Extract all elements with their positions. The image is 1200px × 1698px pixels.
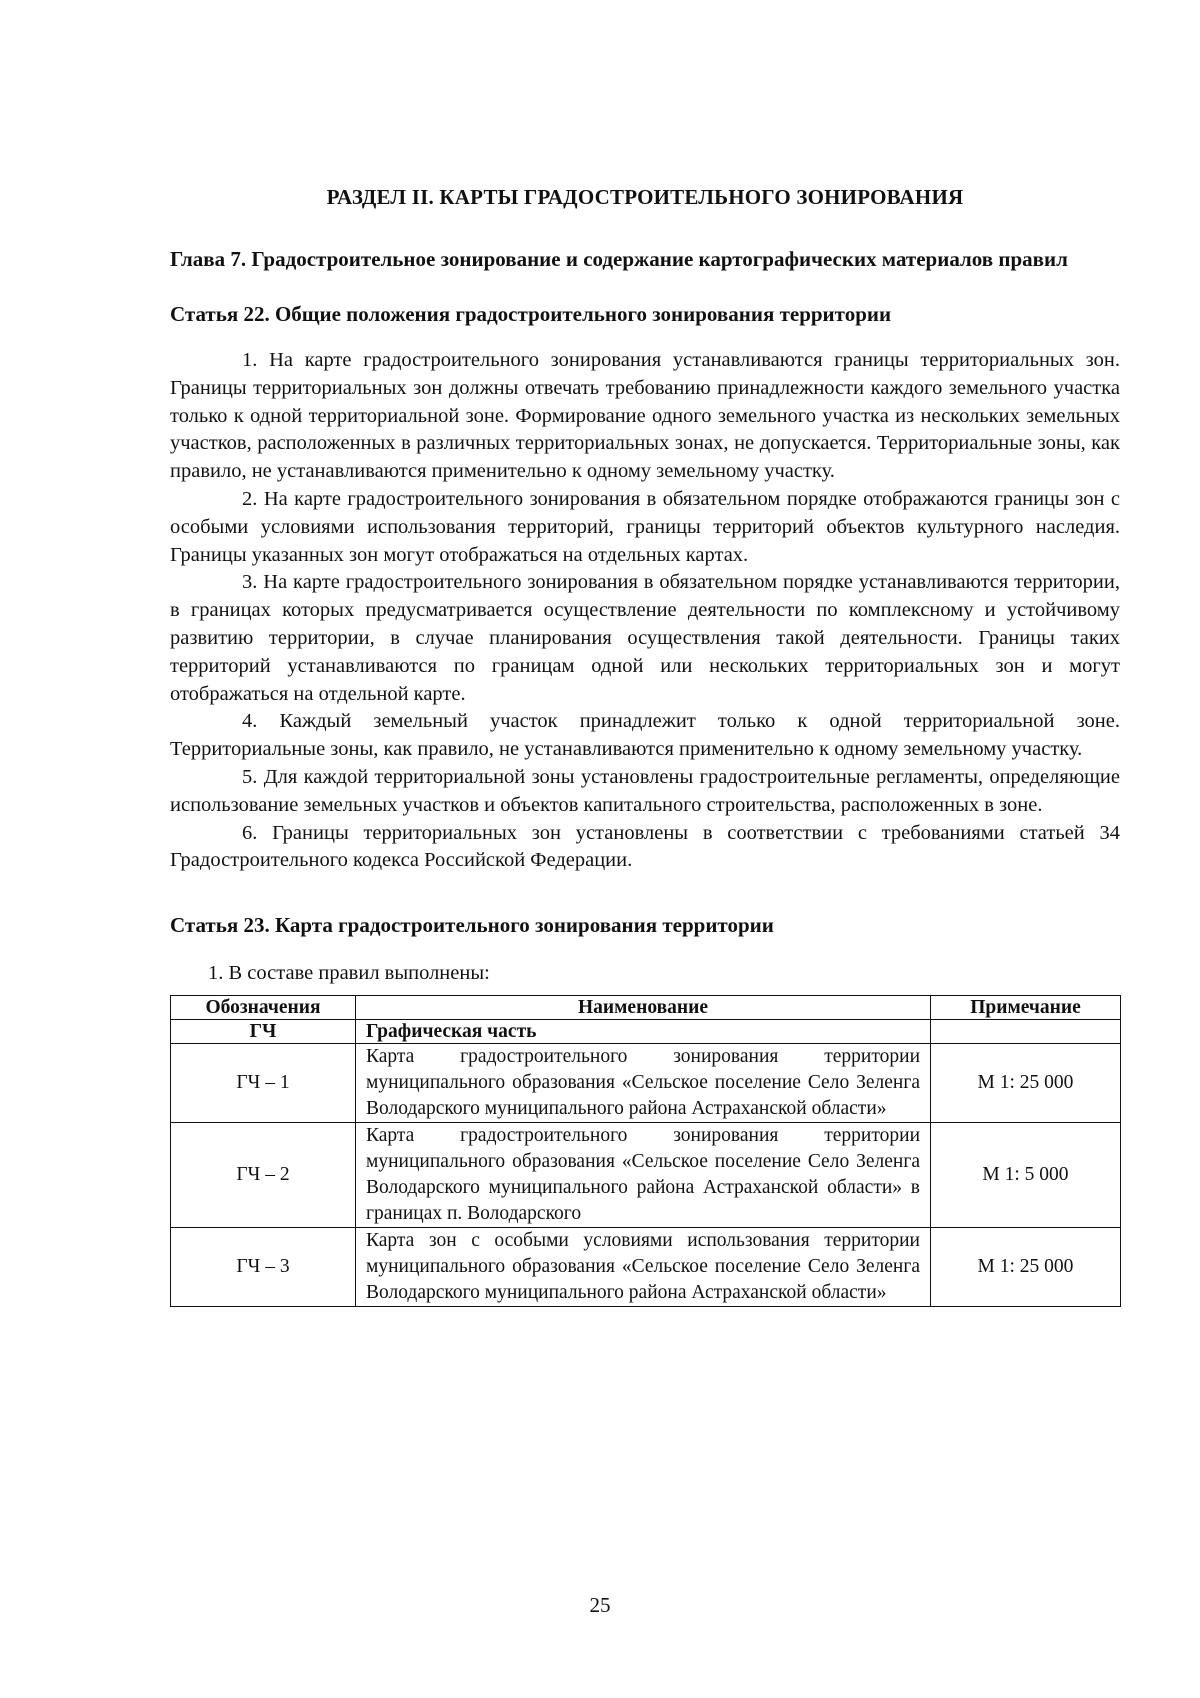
row-note: М 1: 25 000 [931,1044,1121,1123]
page-content [170,185,1120,1307]
article-22-paragraph-4: 4. Каждый земельный участок принадлежит только к одной территориальной зоне. Территориальные зоны, как правило, не устанавливаются применительно к одному земельному участку. [170,710,1120,761]
row-code: ГЧ – 3 [171,1228,356,1307]
row-name: Карта градостроительного зонирования территории муниципального образования «Сельское поселение Село Зеленга Володарского муниципального района Астраханской области» в границах п. Володарского [356,1123,931,1228]
section-title: РАЗДЕЛ II. КАРТЫ ГРАДОСТРОИТЕЛЬНОГО ЗОНИРОВАНИЯ [326,185,964,209]
article-23-lead: 1. В составе правил выполнены: [208,962,490,985]
article-22-title: Статья 22. Общие положения градостроительного зонирования территории [170,302,892,326]
group-note [931,1020,1121,1044]
table-header-row [171,996,1121,1020]
page-number: 25 [589,1593,611,1617]
group-code: ГЧ [171,1020,356,1044]
article-22-paragraph-2: 2. На карте градостроительного зонирования в обязательном порядке отображаются границы зон с особыми условиями использования территорий, границы территорий объектов культурного наследия. Границы указанных зон могут отображаться на отдельных картах. [170,487,1120,566]
row-name: Карта зон с особыми условиями использования территории муниципального образования «Сельское поселение Село Зеленга Володарского муниципального района Астраханской области» [356,1228,931,1307]
table-row [171,1123,1121,1228]
article-22-paragraph-1: 1. На карте градостроительного зонирования устанавливаются границы территориальных зон. Границы территориальных зон должны отвечать требованию принадлежности каждого земельного участка только к одной территориальной зоне. Формирование одного земельного участка из нескольких земельных участков, расположенных в различных территориальных зонах, не допускается. Территориальные зоны, как правило, не устанавливаются применительно к одному земельному участку. [170,349,1120,483]
article-23-title: Статья 23. Карта градостроительного зонирования территории [170,913,774,938]
article-22-paragraph-6: 6. Границы территориальных зон установлены в соответствии с требованиями статьей 34 Градостроительного кодекса Российской Федерации. [170,821,1120,872]
table-group-row [171,1020,1121,1044]
materials-table [170,995,1121,1307]
row-name: Карта градостроительного зонирования территории муниципального образования «Сельское поселение Село Зеленга Володарского муниципального района Астраханской области» [356,1044,931,1123]
row-code: ГЧ – 2 [171,1123,356,1228]
header-note: Примечание [931,996,1121,1020]
chapter-title: Глава 7. Градостроительное зонирование и содержание картографических материалов правил [170,247,1068,271]
table-row [171,1044,1121,1123]
article-22-paragraph-3: 3. На карте градостроительного зонирования в обязательном порядке устанавливаются территории, в границах которых предусматривается осуществление деятельности по комплексному и устойчивому развитию территории, в случае планирования осуществления такой деятельности. Границы таких территорий устанавливаются по границам одной или нескольких территориальных зон и могут отображаться на отдельной карте. [170,571,1120,705]
article-22-paragraph-5: 5. Для каждой территориальной зоны установлены градостроительные регламенты, определяющие использование земельных участков и объектов капитального строительства, расположенных в зоне. [170,765,1120,816]
group-name: Графическая часть [356,1020,931,1044]
row-note: М 1: 25 000 [931,1228,1121,1307]
row-code: ГЧ – 1 [171,1044,356,1123]
header-code: Обозначения [171,996,356,1020]
row-note: М 1: 5 000 [931,1123,1121,1228]
header-name: Наименование [356,996,931,1020]
table-row [171,1228,1121,1307]
